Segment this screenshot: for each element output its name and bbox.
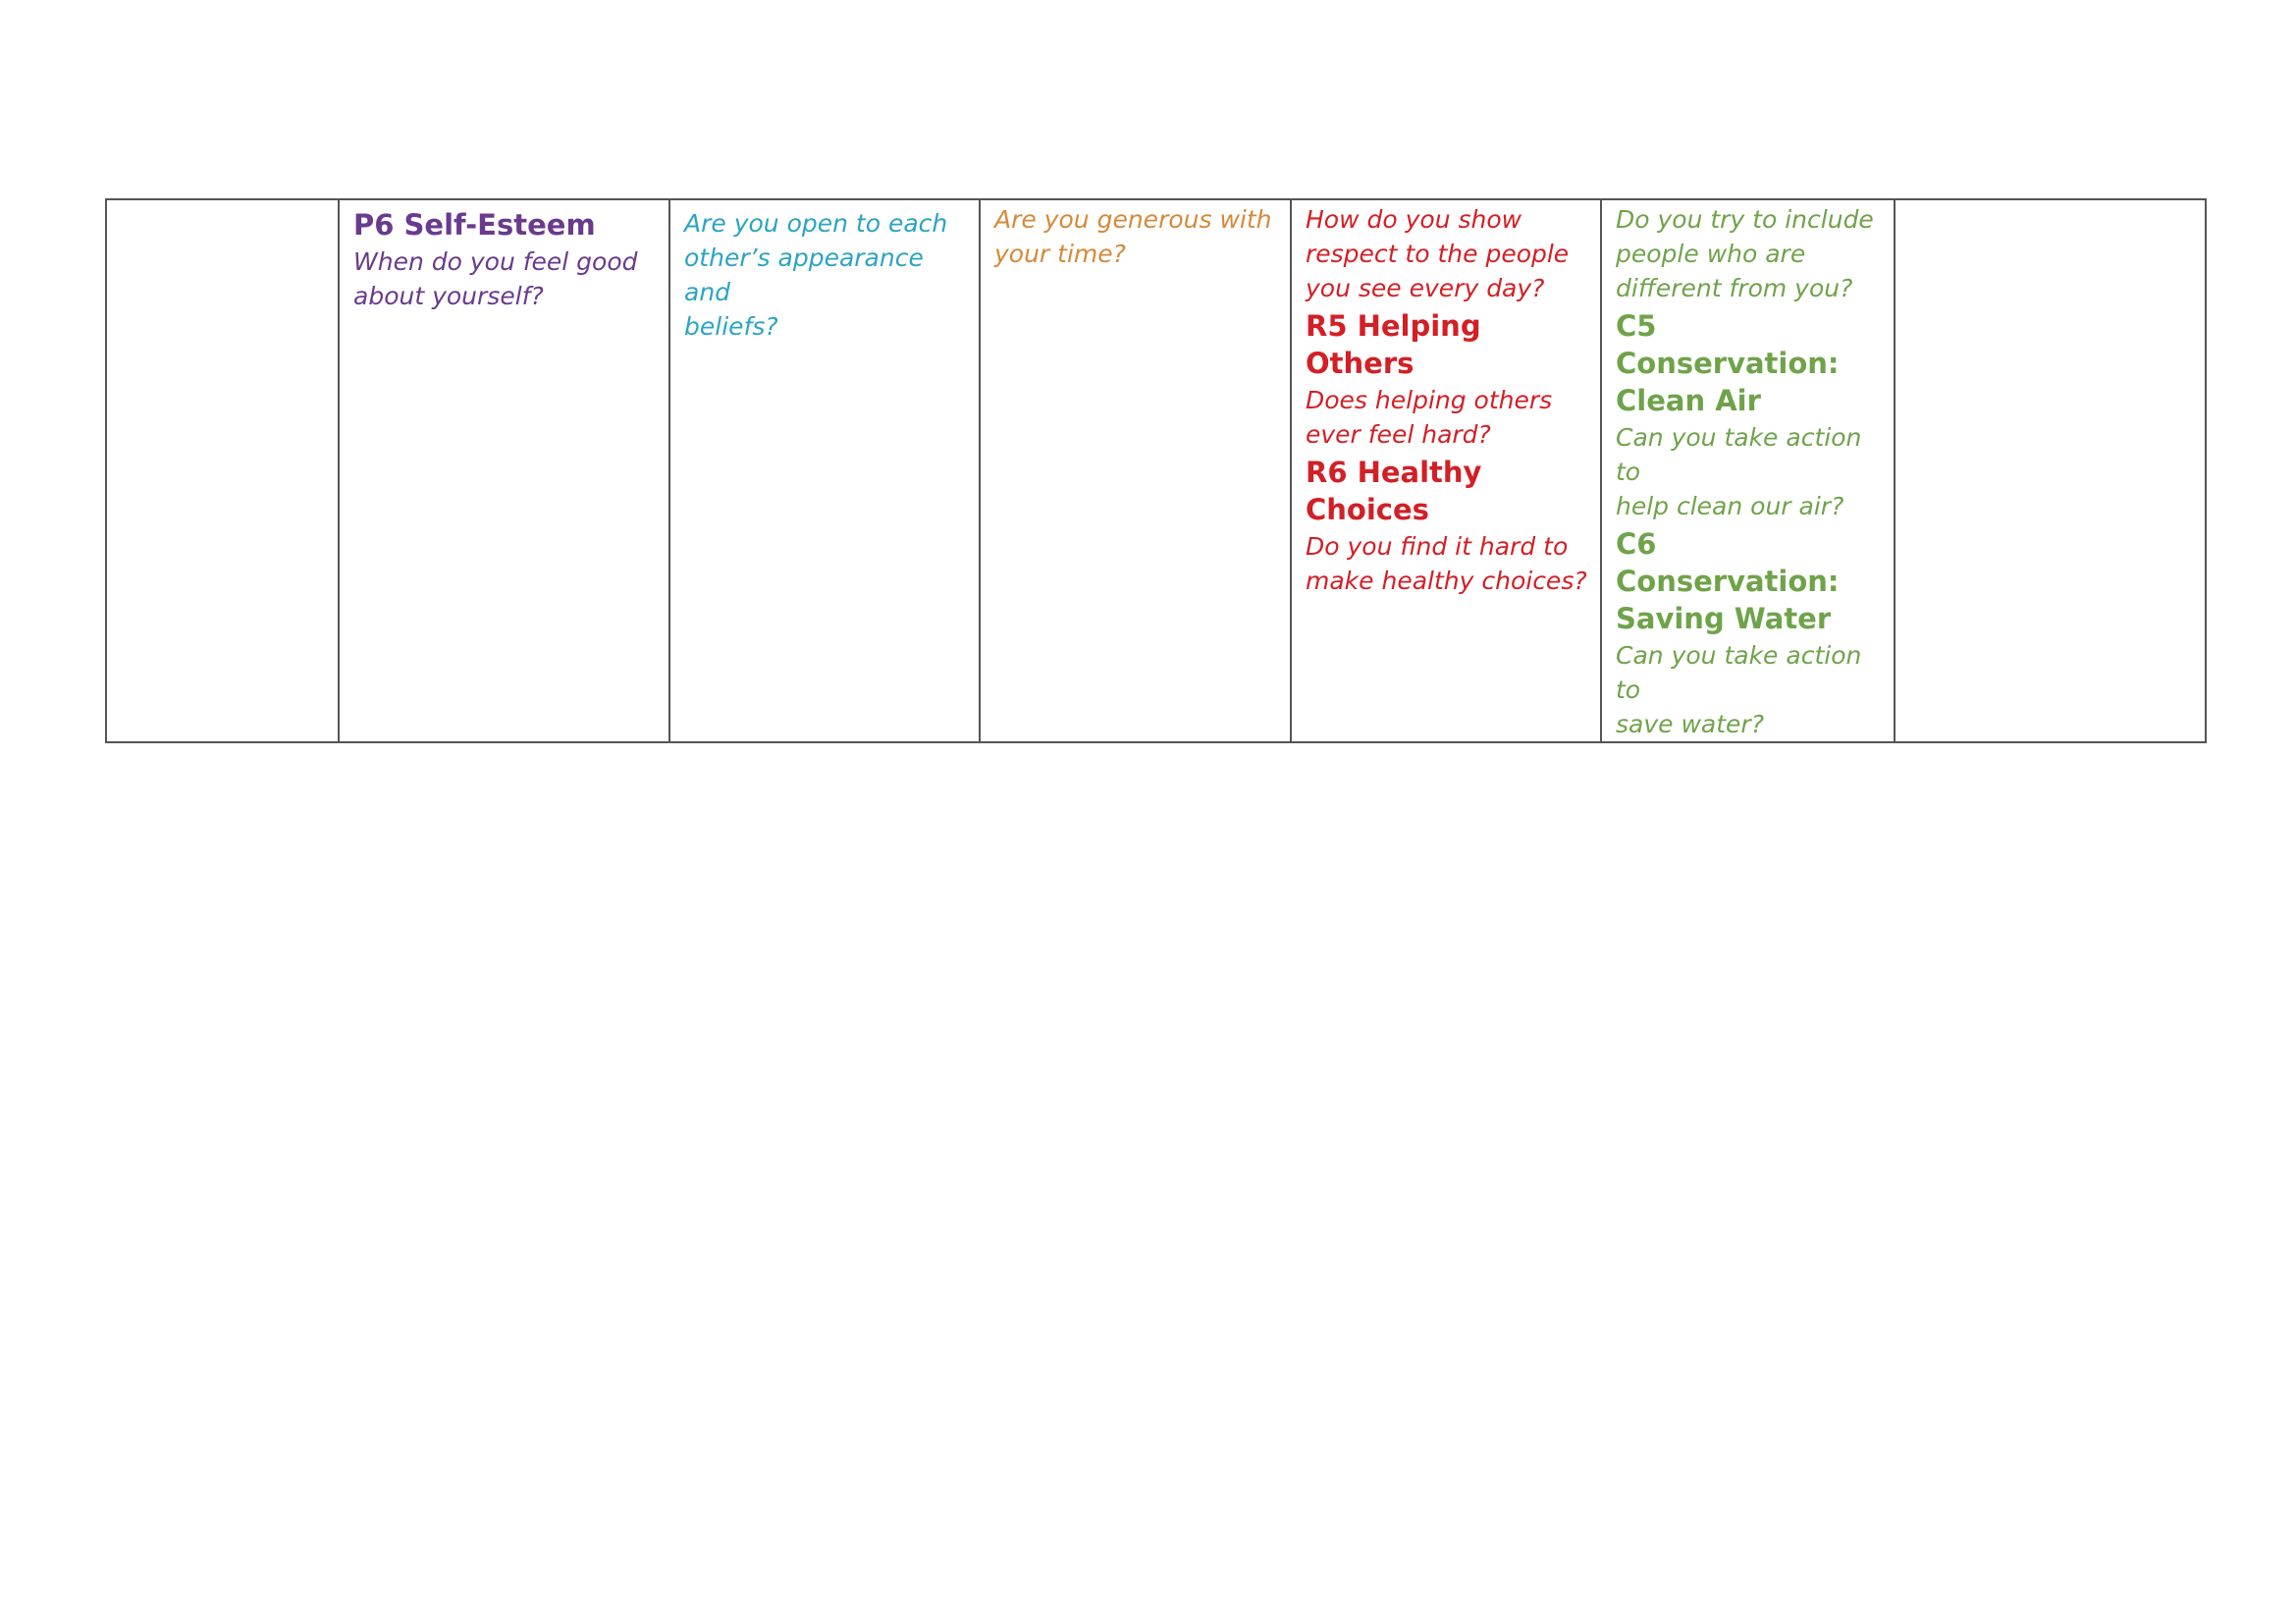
values-table [105,198,2207,743]
cell-self-esteem [339,199,669,742]
heading-c6-saving-water: C6 Conservation: Saving Water [1616,527,1840,635]
cell-respect [1291,199,1601,742]
heading-p6-self-esteem: P6 Self-Esteem [353,208,596,242]
heading-r6-healthy-choices: R6 Healthy Choices [1306,456,1482,526]
cell-open-to-others [669,199,980,742]
cell-conservation [1601,199,1895,742]
question-save-water: Can you take action to save water? [1616,641,1862,738]
cell-generous [980,199,1291,742]
question-clean-air: Can you take action to help clean our air? [1616,423,1862,520]
question-feel-good: When do you feel good about yourself? [353,247,638,310]
question-show-respect: How do you show respect to the people you see every day? [1306,205,1570,302]
cell-blank-right [1895,199,2206,742]
question-helping-hard: Does helping others ever feel hard? [1306,386,1553,449]
table-row [106,199,2206,742]
question-healthy-choices: Do you find it hard to make healthy choices? [1306,532,1587,595]
cell-blank-left [106,199,339,742]
heading-r5-helping-others: R5 Helping Others [1306,309,1481,380]
heading-c5-clean-air: C5 Conservation: Clean Air [1616,309,1840,417]
question-generous-time: Are you generous with your time? [994,205,1272,268]
question-include-different: Do you try to include people who are different from you? [1616,205,1874,302]
question-open-to-appearance: Are you open to each other’s appearance and beliefs? [684,209,948,341]
